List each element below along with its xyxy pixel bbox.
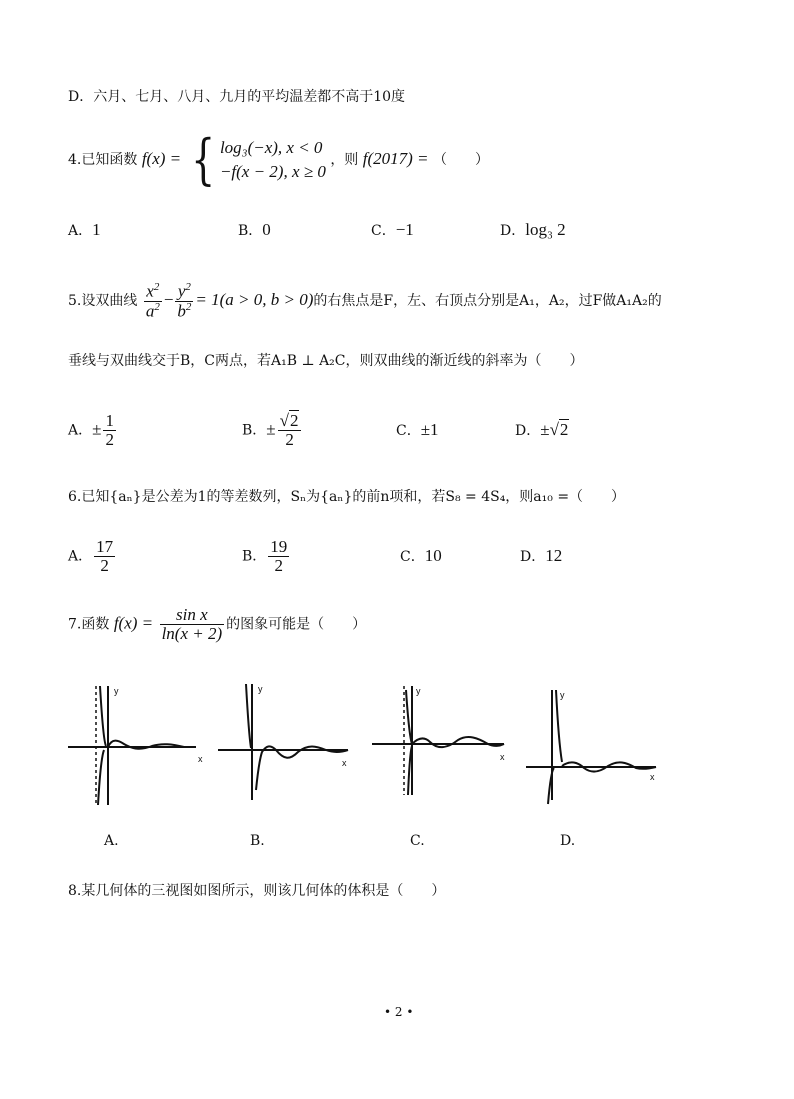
graph-c-y-label: y (416, 686, 421, 696)
q5-frac-y: $\frac{y^2}{b^2}$ (177, 281, 192, 321)
q7-prefix: 7.函数 (68, 616, 110, 633)
graph-d (526, 690, 656, 804)
graph-a (68, 686, 196, 805)
question-6: 6.已知{aₙ}是公差为1的等差数列，Sₙ为{aₙ}的前n项和，若S₈ = 4S₄，则a₁₀ =（ ） (68, 489, 626, 505)
q5-option-a: A．± $\frac{1}{2}$ (68, 411, 114, 449)
q5-option-c: C．±1 (396, 420, 439, 439)
q4-brace: { (190, 128, 215, 191)
q7-fx: f(x) = (113, 613, 154, 633)
question-7 (68, 606, 366, 643)
q6-option-b: B． $\frac{19}{2}$ (242, 537, 288, 575)
q4-option-b: B．0 (238, 220, 271, 239)
q4-ask: f(2017) = (362, 149, 429, 168)
q5-cond: = 1(a > 0, b > 0) (195, 290, 314, 309)
q4-case1: log₃(−x), x < 0 (219, 138, 323, 157)
page-number: • 2 • (384, 1005, 414, 1019)
q6-option-a: A． $\frac{17}{2}$ (68, 537, 114, 575)
graph-c-x-label: x (500, 752, 505, 762)
graph-label-b: B. (250, 833, 265, 849)
q5-text2: 垂线与双曲线交于B，C两点，若A₁B ⊥ A₂C，则双曲线的渐近线的斜率为（ ） (68, 353, 584, 369)
question-5: 5.设双曲线 $\frac{x^2}{a^2}$ − $\frac{y^2}{b^2}$ = 1(a > 0, b > 0)的右焦点是F，左、右顶点分别是A₁，A₂，过F做A₁A₂的 (68, 281, 662, 321)
q6-option-c: C．10 (400, 546, 442, 565)
graph-label-d: D. (560, 833, 576, 849)
q6-option-d: D．12 (520, 546, 563, 565)
question-8: 8.某几何体的三视图如图所示，则该几何体的体积是（ ） (68, 883, 446, 899)
question-4 (68, 128, 489, 191)
graph-a-x-label: x (198, 754, 203, 764)
graph-d-x-label: x (650, 772, 655, 782)
graph-b-x-label: x (342, 758, 347, 768)
q4-paren: （ ） (433, 152, 489, 168)
q5-option-b: B．± $\frac{√2}{2}$ (242, 412, 303, 449)
q7-frac: $\frac{\text{sin x}}{\ln(x + 2)}$ (161, 605, 223, 643)
graph-c (372, 686, 504, 795)
q4-case2: −f(x − 2), x ≥ 0 (219, 162, 326, 181)
q3-option-d: D．六月、七月、八月、九月的平均温差都不高于10度 (68, 89, 406, 105)
q5-prefix: 5.设双曲线 (68, 293, 138, 309)
graph-a-y-label: y (114, 686, 119, 696)
q4-option-d: D．log₃ 2 (500, 220, 566, 239)
graph-b (218, 684, 348, 800)
graph-label-a: A. (104, 833, 119, 849)
q5-option-d: D．±√2 (515, 420, 569, 439)
q7-suffix: 的图象可能是（ ） (226, 616, 367, 633)
q4-cases (220, 136, 326, 184)
q5-text1: 的右焦点是F，左、右顶点分别是A₁，A₂，过F做A₁A₂的 (313, 293, 662, 309)
q4-prefix: 4.已知函数 (68, 152, 138, 168)
q7-graphs (60, 680, 660, 810)
q4-option-a: A．1 (68, 220, 101, 239)
q4-mid: ，则 (330, 152, 359, 168)
q4-option-c: C．−1 (371, 220, 414, 239)
graph-label-c: C. (410, 833, 425, 849)
graph-d-y-label: y (560, 690, 565, 700)
q4-fx: f(x) = (141, 149, 182, 168)
graph-b-y-label: y (258, 684, 263, 694)
q5-frac-x: $\frac{x^2}{a^2}$ (145, 281, 160, 321)
